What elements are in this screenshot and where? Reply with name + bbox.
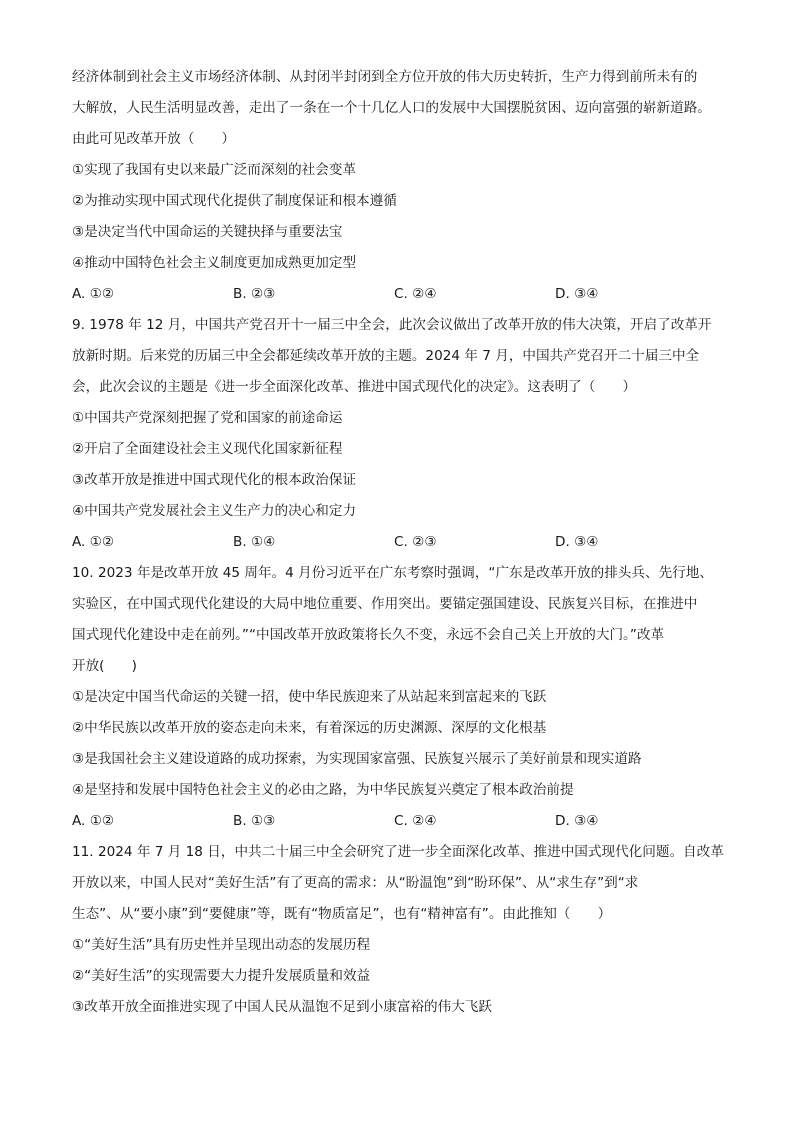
question-9-choice-b: B. ①④ — [233, 534, 276, 550]
question-9-option-1: ①中国共产党深刻把握了党和国家的前途命运 — [72, 410, 343, 426]
question-8-stem-line-2: 大解放，人民生活明显改善，走出了一条在一个十几亿人口的发展中大国摆脱贫困、迈向富强的崭新道路。 — [72, 100, 711, 116]
question-8-stem-line-1: 经济体制到社会主义市场经济体制、从封闭半封闭到全方位开放的伟大历史转折，生产力得到前所未有的 — [72, 69, 698, 85]
question-8-choice-d: D. ③④ — [555, 286, 599, 302]
question-9-option-2: ②开启了全面建设社会主义现代化国家新征程 — [72, 441, 343, 457]
question-9 — [72, 310, 732, 558]
question-8-choices — [72, 279, 732, 310]
question-11-stem-line-2: 开放以来，中国人民对“美好生活”有了更高的需求：从“盼温饱”到“盼环保”、从“求生存”到“求 — [72, 875, 639, 891]
question-10-option-3: ③是我国社会主义建设道路的成功探索，为实现国家富强、民族复兴展示了美好前景和现实道路 — [72, 751, 642, 767]
question-8-option-1: ①实现了我国有史以来最广泛而深刻的社会变革 — [72, 162, 357, 178]
exam-page — [72, 62, 732, 1023]
question-8-option-2: ②为推动实现中国式现代化提供了制度保证和根本遵循 — [72, 193, 397, 209]
question-8 — [72, 62, 732, 310]
question-10 — [72, 558, 732, 837]
question-9-option-4: ④中国共产党发展社会主义生产力的决心和定力 — [72, 503, 357, 519]
question-11-option-2: ②“美好生活”的实现需要大力提升发展质量和效益 — [72, 968, 371, 984]
question-9-choices — [72, 527, 732, 558]
question-9-option-3: ③改革开放是推进中国式现代化的根本政治保证 — [72, 472, 357, 488]
question-11-stem-line-3: 生态”、从“要小康”到“要健康”等，既有“物质富足”，也有“精神富有”。由此推知（ ） — [72, 906, 612, 922]
question-10-choice-b: B. ①③ — [233, 813, 276, 829]
question-8-option-4: ④推动中国特色社会主义制度更加成熟更加定型 — [72, 255, 357, 271]
question-8-choice-a: A. ①② — [72, 286, 115, 302]
question-10-stem-line-3: 国式现代化建设中走在前列。”“中国改革开放政策将长久不变，永远不会自己关上开放的大门。”改革 — [72, 627, 665, 643]
question-11-option-3: ③改革开放全面推进实现了中国人民从温饱不足到小康富裕的伟大飞跃 — [72, 999, 492, 1015]
question-8-option-3: ③是决定当代中国命运的关键抉择与重要法宝 — [72, 224, 343, 240]
question-11-stem-line-1: 11. 2024 年 7 月 18 日，中共二十届三中全会研究了进一步全面深化改革、推进中国式现代化问题。自改革 — [72, 844, 724, 860]
question-10-choice-d: D. ③④ — [555, 813, 599, 829]
question-9-choice-c: C. ②③ — [394, 534, 437, 550]
question-10-option-2: ②中华民族以改革开放的姿态走向未来，有着深远的历史渊源、深厚的文化根基 — [72, 720, 547, 736]
question-11 — [72, 837, 732, 1023]
question-10-choices — [72, 806, 732, 837]
question-10-stem-line-2: 实验区，在中国式现代化建设的大局中地位重要、作用突出。要锚定强国建设、民族复兴目标，在推进中 — [72, 596, 698, 612]
question-10-choice-c: C. ②④ — [394, 813, 437, 829]
question-10-option-1: ①是决定中国当代命运的关键一招，使中华民族迎来了从站起来到富起来的飞跃 — [72, 689, 547, 705]
question-11-option-1: ①“美好生活”具有历史性并呈现出动态的发展历程 — [72, 937, 371, 953]
question-9-stem-line-3: 会，此次会议的主题是《进一步全面深化改革、推进中国式现代化的决定》。这表明了（ ） — [72, 379, 637, 395]
question-9-choice-a: A. ①② — [72, 534, 115, 550]
question-8-choice-c: C. ②④ — [394, 286, 437, 302]
question-8-choice-b: B. ②③ — [233, 286, 276, 302]
question-9-choice-d: D. ③④ — [555, 534, 599, 550]
question-8-stem-line-3: 由此可见改革开放（ ） — [72, 131, 236, 147]
question-9-stem-line-2: 放新时期。后来党的历届三中全会都延续改革开放的主题。2024 年 7 月，中国共产党召开二十届三中全 — [72, 348, 700, 364]
question-9-stem-line-1: 9. 1978 年 12 月，中国共产党召开十一届三中全会，此次会议做出了改革开放的伟大决策，开启了改革开 — [72, 317, 712, 333]
question-10-option-4: ④是坚持和发展中国特色社会主义的必由之路，为中华民族复兴奠定了根本政治前提 — [72, 782, 574, 798]
question-10-stem-line-4: 开放( ) — [72, 658, 137, 674]
question-10-choice-a: A. ①② — [72, 813, 115, 829]
question-10-stem-line-1: 10. 2023 年是改革开放 45 周年。4 月份习近平在广东考察时强调，“广东是改革开放的排头兵、先行地、 — [72, 565, 713, 581]
